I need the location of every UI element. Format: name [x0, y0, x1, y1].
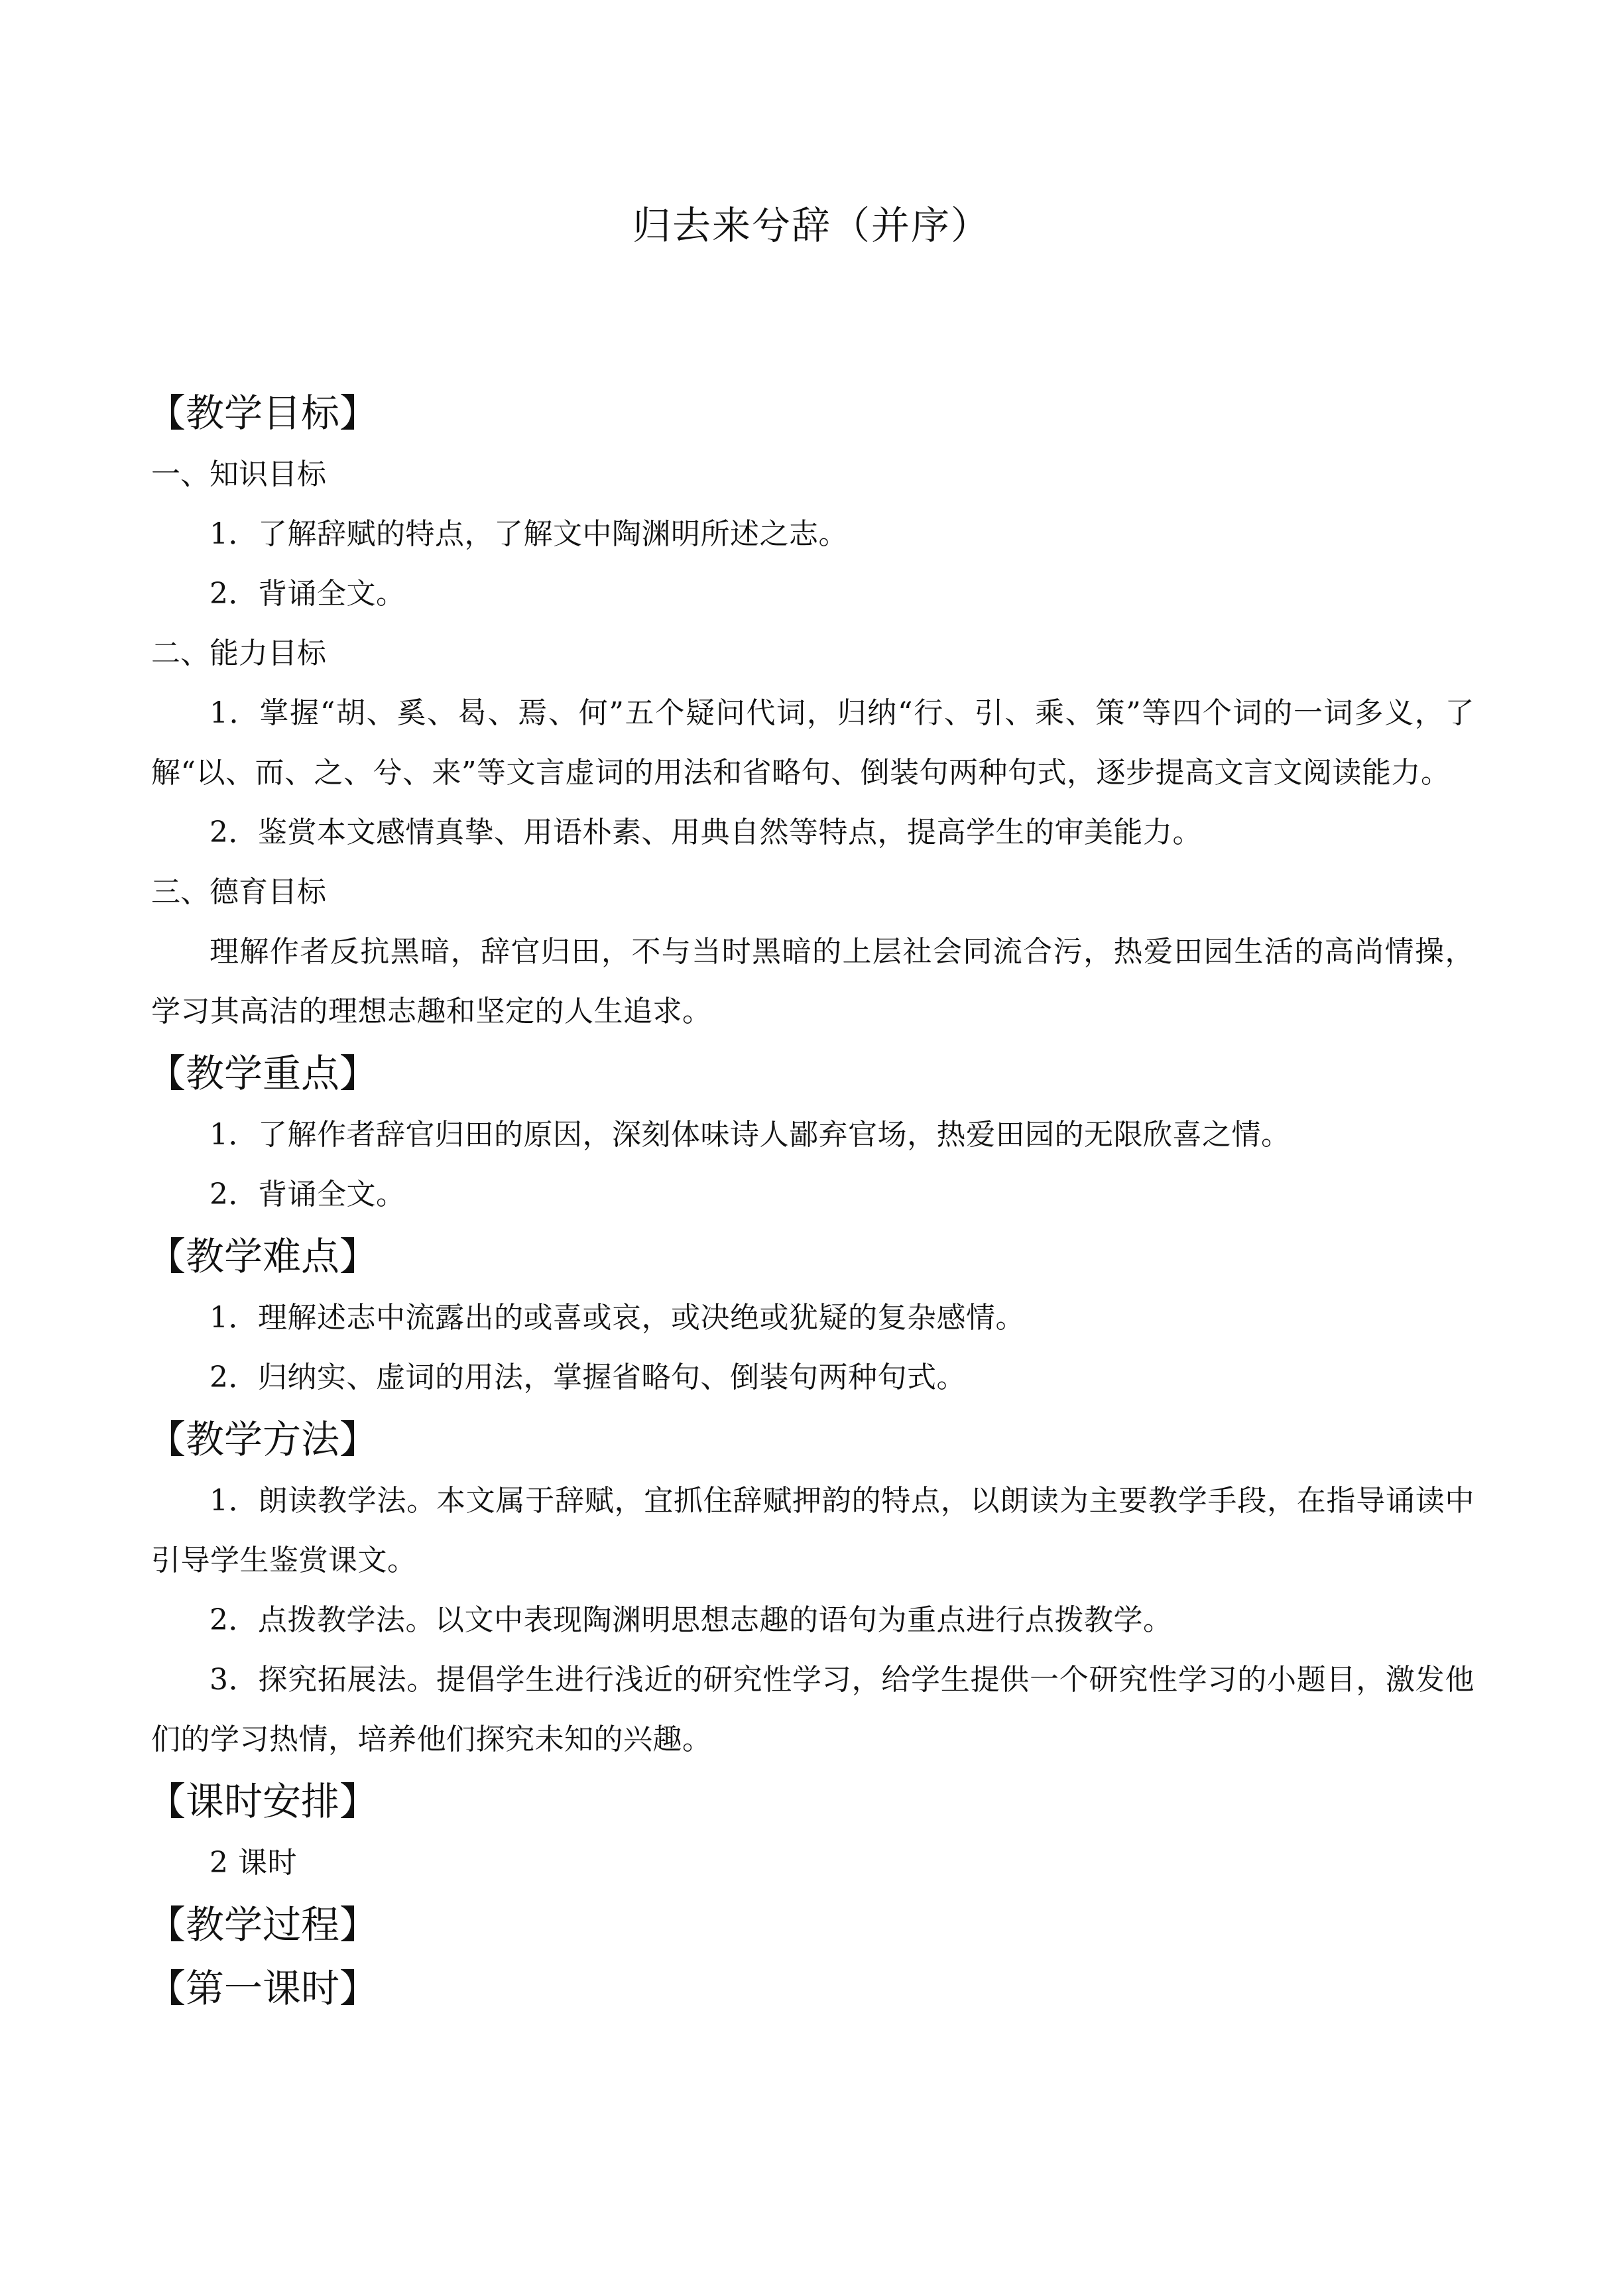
- moral-item-1: 理解作者反抗黑暗，辞官归田，不与当时黑暗的上层社会同流合污，热爱田园生活的高尚情操，学习其高洁的理想志趣和坚定的人生追求。: [151, 935, 1474, 1028]
- ability-item-1: 1．掌握“胡、奚、曷、焉、何”五个疑问代词，归纳“行、引、乘、策”等四个词的一词多义，了解“以、而、之、兮、来”等文言虚词的用法和省略句、倒装句两种句式，逐步提高文言文阅读能力。: [151, 696, 1474, 790]
- ability-item-2: 2．鉴赏本文感情真挚、用语朴素、用典自然等特点，提高学生的审美能力。: [210, 816, 1202, 849]
- label-knowledge-objective: 一、知识目标: [151, 457, 326, 491]
- difficulty-item-2: 2．归纳实、虚词的用法，掌握省略句、倒装句两种句式。: [210, 1360, 966, 1394]
- heading-difficulties: 【教学难点】: [147, 1234, 379, 1279]
- key-point-item-1: 1．了解作者辞官归田的原因，深刻体味诗人鄙弃官场，热爱田园的无限欣喜之情。: [210, 1118, 1291, 1152]
- document-title: 归去来兮辞（并序）: [632, 203, 991, 248]
- heading-objectives: 【教学目标】: [147, 391, 379, 436]
- knowledge-item-1: 1．了解辞赋的特点，了解文中陶渊明所述之志。: [210, 517, 848, 551]
- label-ability-objective: 二、能力目标: [151, 636, 326, 670]
- document-body: [147, 381, 1474, 2020]
- method-item-1: 1．朗读教学法。本文属于辞赋，宜抓住辞赋押韵的特点，以朗读为主要教学手段，在指导诵读中引导学生鉴赏课文。: [151, 1484, 1474, 1577]
- key-point-item-2: 2．背诵全文。: [210, 1178, 406, 1211]
- heading-methods: 【教学方法】: [147, 1417, 379, 1462]
- method-item-3: 3．探究拓展法。提倡学生进行浅近的研究性学习，给学生提供一个研究性学习的小题目，激发他们的学习热情，培养他们探究未知的兴趣。: [151, 1663, 1474, 1756]
- knowledge-item-2: 2．背诵全文。: [210, 577, 406, 611]
- schedule-text: 2 课时: [210, 1846, 297, 1880]
- difficulty-item-1: 1．理解述志中流露出的或喜或哀，或决绝或犹疑的复杂感情。: [210, 1301, 1025, 1335]
- heading-key-points: 【教学重点】: [147, 1051, 379, 1096]
- method-item-2: 2．点拨教学法。以文中表现陶渊明思想志趣的语句为重点进行点拨教学。: [210, 1603, 1173, 1637]
- label-moral-objective: 三、德育目标: [151, 875, 326, 909]
- heading-process: 【教学过程】: [147, 1902, 379, 1947]
- heading-schedule: 【课时安排】: [147, 1779, 379, 1824]
- heading-first-lesson: 【第一课时】: [147, 1966, 379, 2011]
